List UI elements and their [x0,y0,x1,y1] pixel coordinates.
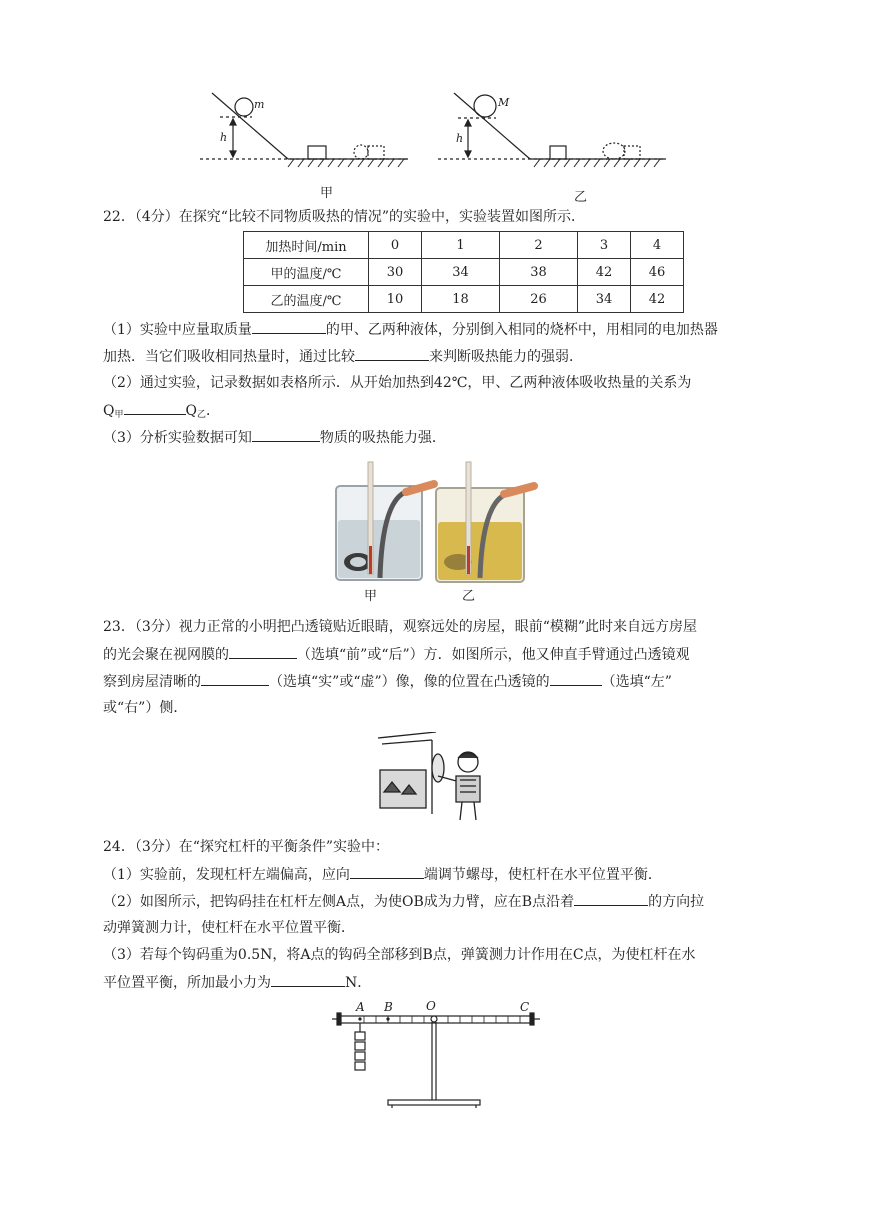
q24-text: 的方向拉 [648,894,705,910]
q22-part3 [103,427,446,448]
q24-text: 平位置平衡，所加最小力为 [103,975,271,991]
q-symbol: Q [103,403,115,419]
q22-data-table [243,231,684,313]
table-cell: 46 [631,259,684,286]
q22-text: （3）分析实验数据可知 [103,430,252,446]
q23-line3 [103,671,672,692]
beaker-right [436,462,534,582]
answer-blank[interactable] [252,319,326,334]
answer-blank[interactable] [201,671,269,686]
q22-text: 的甲、乙两种液体，分别倒入相同的烧杯中，用相同的电加热器 [325,322,718,338]
incline-figure [190,85,680,205]
table-cell: 26 [500,286,578,313]
q23-text: 察到房屋清晰的 [103,674,201,690]
mass-m-label: m [254,98,265,111]
height-label-left: h [220,131,228,144]
table-cell: 4 [631,232,684,259]
q-symbol: Q [185,403,197,419]
q24-heading: 24．（3分）在“探究杠杆的平衡条件”实验中： [103,839,390,855]
subscript-jia: 甲 [114,410,124,420]
table-row [244,259,684,286]
table-cell: 0 [369,232,422,259]
table-cell: 34 [578,286,631,313]
q23-line1: 23．（3分）视力正常的小明把凸透镜贴近眼睛，观察远处的房屋，眼前“模糊”此时来自远方房屋 [103,619,698,635]
answer-blank[interactable] [355,346,429,361]
table-cell: 2 [500,232,578,259]
q23-text: （选填“左” [601,674,672,690]
beaker-label-right: 乙 [462,589,476,604]
q24-text: N． [345,975,372,991]
lever-label-b: B [384,1000,393,1014]
height-label-right: h [456,132,464,145]
answer-blank[interactable] [271,972,345,987]
answer-blank[interactable] [124,400,186,415]
table-cell: 3 [578,232,631,259]
q22-text: 来判断吸热能力的强弱． [429,349,583,365]
q22-part2-line2 [103,400,220,425]
q22-text: 物质的吸热能力强． [319,430,446,446]
subscript-yi: 乙 [196,410,206,420]
q24-part1 [103,864,662,885]
q22-text: ． [206,403,220,419]
table-cell: 乙的温度/℃ [244,286,369,313]
q22-part2-line1: （2）通过实验，记录数据如表格所示．从开始加热到42℃，甲、乙两种液体吸收热量的关系为 [103,375,692,391]
beakers-photo [330,458,542,604]
lever-label-a: A [356,1000,365,1014]
table-row [244,232,684,259]
q22-part1-line1 [103,319,718,340]
q22-text: （1）实验中应量取质量 [103,322,252,338]
table-cell: 18 [422,286,500,313]
beaker-label-left: 甲 [364,589,378,604]
q23-line4: 或“右”）侧． [103,700,188,716]
table-cell: 42 [631,286,684,313]
q24-part3-line2 [103,972,371,993]
q22-heading: 22．（4分）在探究“比较不同物质吸热的情况”的实验中，实验装置如图所示． [103,209,586,225]
lever-label-c: C [520,1000,530,1014]
beaker-left [336,462,434,580]
table-cell: 34 [422,259,500,286]
incline-label-left: 甲 [320,186,334,201]
q22-text: 加热．当它们吸收相同热量时，通过比较 [103,349,355,365]
table-cell: 38 [500,259,578,286]
table-cell: 30 [369,259,422,286]
q23-text: （选填“实”或“虚”）像，像的位置在凸透镜的 [269,674,550,690]
q24-part2-line2: 动弹簧测力计，使杠杆在水平位置平衡． [103,920,355,936]
table-cell: 42 [578,259,631,286]
answer-blank[interactable] [550,671,602,686]
q24-text: （2）如图所示，把钩码挂在杠杆左侧A点，为使OB成为力臂，应在B点沿着 [103,894,575,910]
table-cell: 甲的温度/℃ [244,259,369,286]
lever-figure [330,998,542,1112]
table-cell: 加热时间/min [244,232,369,259]
q24-part2-line1 [103,891,704,912]
table-cell: 10 [369,286,422,313]
q23-text: （选填“前”或“后”）方．如图所示，他又伸直手臂通过凸透镜观 [297,647,690,663]
lever-label-o: O [426,999,436,1013]
q24-text: 端调节螺母，使杠杆在水平位置平衡． [423,867,662,883]
q24-text: （1）实验前，发现杠杆左端偏高，应向 [103,867,350,883]
answer-blank[interactable] [229,644,297,659]
q23-line2 [103,644,690,665]
answer-blank[interactable] [252,427,320,442]
mass-M-label: M [498,96,510,109]
incline-diagram-right [438,93,666,167]
table-row [244,286,684,313]
q24-part3-line1: （3）若每个钩码重为0.5N，将A点的钩码全部移到B点，弹簧测力计作用在C点，为使杠杆在水 [103,947,696,963]
table-cell: 1 [422,232,500,259]
lens-illustration [376,732,496,822]
answer-blank[interactable] [574,891,648,906]
incline-label-right: 乙 [574,190,588,205]
incline-diagram-left [200,93,408,167]
q23-text: 的光会聚在视网膜的 [103,647,229,663]
q22-part1-line2 [103,346,583,367]
answer-blank[interactable] [350,864,424,879]
